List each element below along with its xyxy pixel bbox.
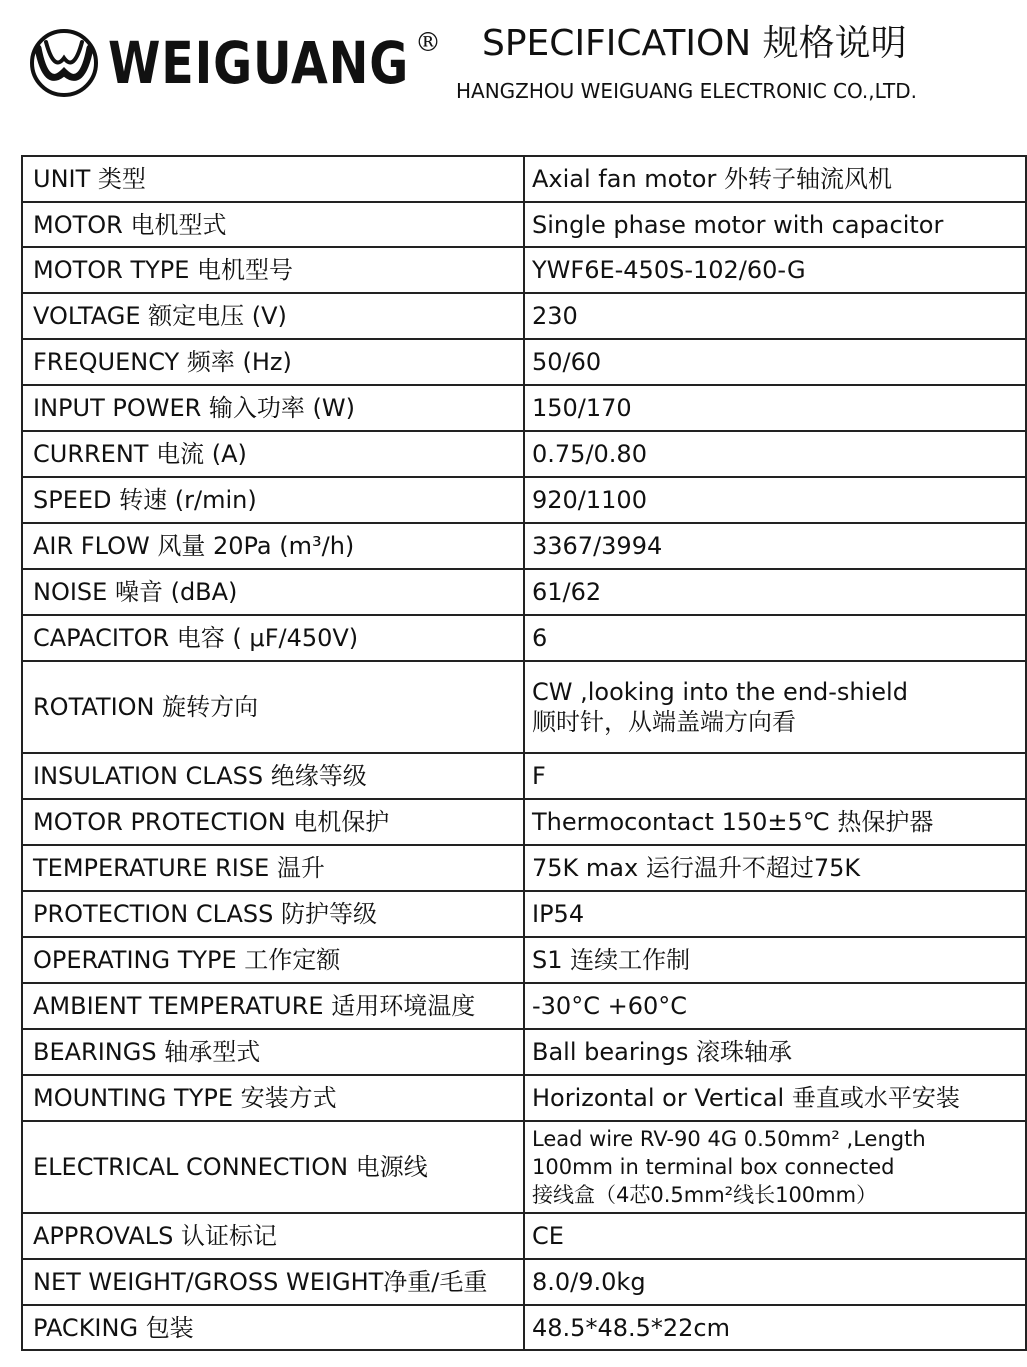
spec-label: CAPACITOR 电容 ( μF/450V) <box>22 615 524 661</box>
spec-value <box>524 799 1026 845</box>
table-row <box>22 1029 1026 1075</box>
table-row <box>22 385 1026 431</box>
table-row <box>22 891 1026 937</box>
spec-value-line: F <box>532 762 546 790</box>
spec-value-line: 接线盒（4芯0.5mm²线长100mm） <box>532 1183 878 1207</box>
table-row <box>22 661 1026 753</box>
spec-value-line: 150/170 <box>532 394 632 422</box>
spec-value-line: Lead wire RV-90 4G 0.50mm² ,Length <box>532 1127 926 1151</box>
company-name: HANGZHOU WEIGUANG ELECTRONIC CO.,LTD. <box>456 79 917 103</box>
spec-label: AIR FLOW 风量 20Pa (m³/h) <box>22 523 524 569</box>
spec-label: PACKING 包装 <box>22 1305 524 1350</box>
table-row <box>22 1121 1026 1213</box>
spec-value-line: 920/1100 <box>532 486 647 514</box>
spec-label: MOUNTING TYPE 安装方式 <box>22 1075 524 1121</box>
spec-label: MOTOR PROTECTION 电机保护 <box>22 799 524 845</box>
page-title: SPECIFICATION 规格说明 <box>482 23 907 64</box>
table-row <box>22 569 1026 615</box>
spec-value-line: 75K max 运行温升不超过75K <box>532 854 861 882</box>
table-row <box>22 293 1026 339</box>
spec-value <box>524 293 1026 339</box>
table-row <box>22 523 1026 569</box>
spec-value <box>524 339 1026 385</box>
spec-label: SPEED 转速 (r/min) <box>22 477 524 523</box>
spec-label: MOTOR 电机型式 <box>22 202 524 247</box>
spec-value-line: Single phase motor with capacitor <box>532 210 944 239</box>
spec-label: FREQUENCY 频率 (Hz) <box>22 339 524 385</box>
spec-value <box>524 202 1026 247</box>
spec-value-line: 50/60 <box>532 348 602 376</box>
spec-value-line: YWF6E-450S-102/60-G <box>532 256 806 284</box>
table-row <box>22 477 1026 523</box>
spec-value <box>524 615 1026 661</box>
spec-value <box>524 753 1026 799</box>
specification-table <box>21 155 1027 1351</box>
spec-label: ELECTRICAL CONNECTION 电源线 <box>22 1121 524 1213</box>
table-row <box>22 247 1026 293</box>
spec-label: AMBIENT TEMPERATURE 适用环境温度 <box>22 983 524 1029</box>
spec-label: UNIT 类型 <box>22 156 524 202</box>
table-row <box>22 845 1026 891</box>
table-row <box>22 983 1026 1029</box>
spec-value <box>524 1075 1026 1121</box>
spec-label: TEMPERATURE RISE 温升 <box>22 845 524 891</box>
spec-value-line: CE <box>532 1222 564 1250</box>
weiguang-swirl-icon <box>28 28 100 98</box>
table-row <box>22 1305 1026 1350</box>
brand-name: WEIGUANG <box>108 29 410 97</box>
spec-value <box>524 1305 1026 1350</box>
spec-value-line: CW ,looking into the end-shield <box>532 678 908 706</box>
spec-value-line: S1 连续工作制 <box>532 946 691 974</box>
table-row <box>22 1213 1026 1259</box>
spec-label: OPERATING TYPE 工作定额 <box>22 937 524 983</box>
spec-value <box>524 937 1026 983</box>
spec-value <box>524 156 1026 202</box>
spec-value <box>524 983 1026 1029</box>
spec-value-line: 8.0/9.0kg <box>532 1268 646 1296</box>
table-row <box>22 799 1026 845</box>
table-row <box>22 156 1026 202</box>
document-header <box>0 0 1027 155</box>
spec-label: NOISE 噪音 (dBA) <box>22 569 524 615</box>
spec-value <box>524 431 1026 477</box>
table-row <box>22 937 1026 983</box>
spec-label: INPUT POWER 输入功率 (W) <box>22 385 524 431</box>
specification-table-body <box>22 156 1026 1350</box>
spec-label: NET WEIGHT/GROSS WEIGHT净重/毛重 <box>22 1259 524 1305</box>
spec-value <box>524 845 1026 891</box>
spec-value-line: 顺时针，从端盖端方向看 <box>532 708 796 736</box>
table-row <box>22 1259 1026 1305</box>
spec-label: PROTECTION CLASS 防护等级 <box>22 891 524 937</box>
spec-label: VOLTAGE 额定电压 (V) <box>22 293 524 339</box>
spec-value <box>524 661 1026 753</box>
spec-value <box>524 523 1026 569</box>
weiguang-logo <box>28 28 441 98</box>
spec-value <box>524 569 1026 615</box>
spec-value-line: Thermocontact 150±5℃ 热保护器 <box>532 808 934 836</box>
spec-label: ROTATION 旋转方向 <box>22 661 524 753</box>
spec-value-line: 230 <box>532 302 578 330</box>
spec-value-line: 3367/3994 <box>532 532 663 560</box>
spec-value-line: 48.5*48.5*22cm <box>532 1313 730 1342</box>
spec-label: INSULATION CLASS 绝缘等级 <box>22 753 524 799</box>
table-row <box>22 202 1026 247</box>
spec-value-line: 0.75/0.80 <box>532 440 647 468</box>
table-row <box>22 431 1026 477</box>
spec-value-line: Axial fan motor 外转子轴流风机 <box>532 165 892 193</box>
spec-value <box>524 1029 1026 1075</box>
spec-value <box>524 247 1026 293</box>
spec-value-line: IP54 <box>532 900 585 928</box>
spec-value-line: Ball bearings 滚珠轴承 <box>532 1038 792 1066</box>
table-row <box>22 615 1026 661</box>
table-row <box>22 753 1026 799</box>
spec-value-line: 100mm in terminal box connected <box>532 1155 895 1179</box>
spec-value <box>524 1259 1026 1305</box>
spec-value-line: -30°C +60°C <box>532 992 687 1020</box>
spec-value <box>524 1121 1026 1213</box>
registered-mark: ® <box>415 28 441 58</box>
spec-label: MOTOR TYPE 电机型号 <box>22 247 524 293</box>
spec-value <box>524 385 1026 431</box>
spec-value-line: Horizontal or Vertical 垂直或水平安装 <box>532 1084 960 1112</box>
spec-label: CURRENT 电流 (A) <box>22 431 524 477</box>
spec-label: BEARINGS 轴承型式 <box>22 1029 524 1075</box>
spec-value <box>524 1213 1026 1259</box>
spec-label: APPROVALS 认证标记 <box>22 1213 524 1259</box>
spec-value <box>524 477 1026 523</box>
spec-value <box>524 891 1026 937</box>
spec-value-line: 61/62 <box>532 578 602 606</box>
table-row <box>22 1075 1026 1121</box>
spec-value-line: 6 <box>532 624 548 652</box>
table-row <box>22 339 1026 385</box>
